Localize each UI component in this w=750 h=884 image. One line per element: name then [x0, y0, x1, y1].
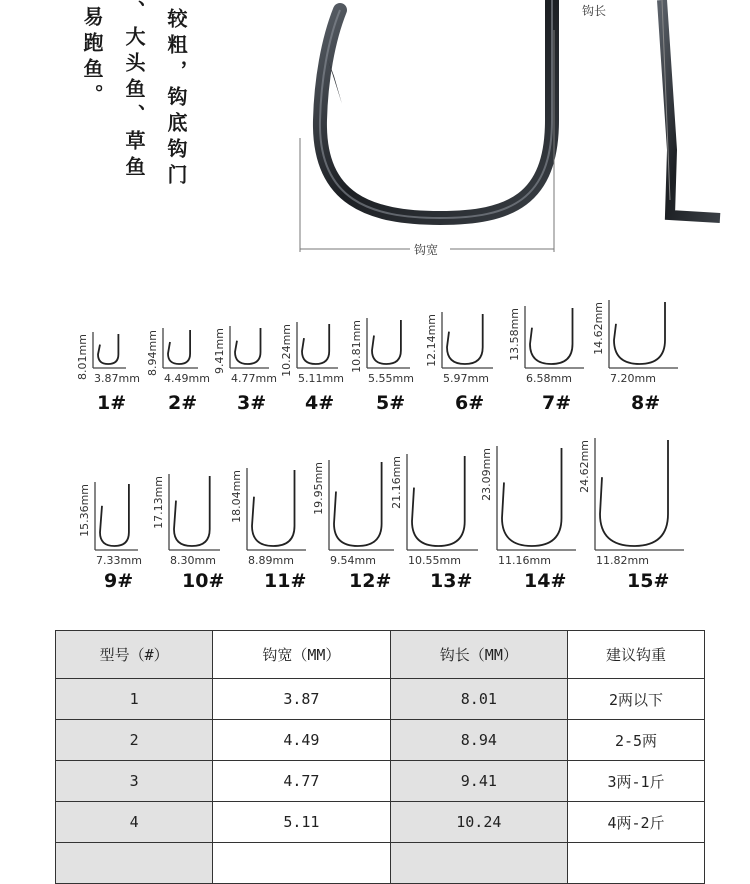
hook-drawing [94, 482, 142, 554]
hook-drawing [524, 306, 588, 372]
hook-length-label: 18.04mm [230, 470, 243, 523]
hook-width-label: 10.55mm [408, 554, 461, 567]
hook-length-label: 8.01mm [76, 334, 89, 380]
hook-outline [174, 476, 210, 546]
hook-length-label: 9.41mm [213, 328, 226, 374]
hook-drawing [406, 454, 482, 554]
hook-width-label: 7.33mm [96, 554, 142, 567]
intro-text-col-2: 、大头鱼、草鱼 [122, 0, 146, 182]
hook-length-label: 17.13mm [152, 476, 165, 529]
table-cell: 2两以下 [568, 679, 705, 720]
hook-outline [372, 320, 401, 364]
hook-length-label: 24.62mm [578, 440, 591, 493]
hook-length-label: 14.62mm [592, 302, 605, 355]
table-row [56, 679, 705, 720]
hook-outline [235, 328, 261, 364]
hook-outline [98, 334, 118, 364]
hook-drawing [496, 446, 580, 554]
hook-size-number: 2# [168, 392, 198, 414]
intro-text-col-1: 易跑鱼。 [80, 6, 104, 110]
table-header-cell: 钩长（MM） [390, 631, 567, 679]
hook-size-number: 6# [455, 392, 485, 414]
table-header-cell: 型号（#） [56, 631, 213, 679]
hook-outline [334, 462, 382, 546]
table-cell: 4.77 [213, 761, 390, 802]
table-cell: 9.41 [390, 761, 567, 802]
hook-width-label: 11.82mm [596, 554, 649, 567]
hook-size-number: 1# [97, 392, 127, 414]
hook-width-label: 4.77mm [231, 372, 277, 385]
hook-size-number: 12# [349, 570, 392, 592]
hook-size-number: 3# [237, 392, 267, 414]
hook-outline [302, 324, 329, 364]
table-cell: 5.11 [213, 802, 390, 843]
hook-length-label: 21.16mm [390, 456, 403, 509]
hook-drawing [296, 322, 342, 372]
hero-length-label: 钩长 [582, 4, 607, 18]
hook-width-label: 6.58mm [526, 372, 572, 385]
hook-drawing [92, 332, 130, 372]
hook-outline [447, 314, 483, 364]
table-row [56, 843, 705, 884]
hook-size-number: 14# [524, 570, 567, 592]
hook-length-label: 15.36mm [78, 484, 91, 537]
table-cell: 8.01 [390, 679, 567, 720]
hook-size-number: 11# [264, 570, 307, 592]
table-cell: 8.94 [390, 720, 567, 761]
intro-text-col-3: 较粗，钩底钩门 [164, 8, 188, 190]
table-cell [568, 843, 705, 884]
hook-width-label: 5.97mm [443, 372, 489, 385]
hook-width-label: 5.11mm [298, 372, 344, 385]
table-row [56, 761, 705, 802]
hook-length-label: 13.58mm [508, 308, 521, 361]
hero-hook-image [290, 0, 750, 270]
hook-size-number: 10# [182, 570, 225, 592]
hook-width-label: 8.89mm [248, 554, 294, 567]
hook-size-number: 7# [542, 392, 572, 414]
hook-length-label: 8.94mm [146, 330, 159, 376]
table-cell: 3两-1斤 [568, 761, 705, 802]
spec-table [55, 630, 705, 884]
hook-drawing [246, 468, 310, 554]
hook-outline [614, 302, 665, 364]
table-cell: 2-5两 [568, 720, 705, 761]
table-cell: 10.24 [390, 802, 567, 843]
table-header-cell: 建议钩重 [568, 631, 705, 679]
hook-width-label: 8.30mm [170, 554, 216, 567]
hook-length-label: 23.09mm [480, 448, 493, 501]
table-cell: 1 [56, 679, 213, 720]
hook-drawing [441, 312, 497, 372]
hero-width-label: 钩宽 [414, 243, 439, 257]
table-cell: 3.87 [213, 679, 390, 720]
hook-drawing [229, 326, 273, 372]
table-cell [390, 843, 567, 884]
hook-outline [252, 470, 295, 546]
hook-length-label: 19.95mm [312, 462, 325, 515]
hook-drawing [168, 474, 224, 554]
table-row [56, 802, 705, 843]
hook-width-label: 3.87mm [94, 372, 140, 385]
hook-size-number: 9# [104, 570, 134, 592]
table-cell: 2 [56, 720, 213, 761]
hook-width-label: 7.20mm [610, 372, 656, 385]
table-header-cell: 钩宽（MM） [213, 631, 390, 679]
hook-width-label: 9.54mm [330, 554, 376, 567]
hook-drawing [162, 328, 202, 372]
hook-size-number: 4# [305, 392, 335, 414]
table-cell: 4 [56, 802, 213, 843]
hook-size-number: 5# [376, 392, 406, 414]
hook-length-label: 10.24mm [280, 324, 293, 377]
hook-drawing [608, 300, 682, 372]
hook-size-number: 8# [631, 392, 661, 414]
table-cell [56, 843, 213, 884]
table-cell [213, 843, 390, 884]
table-header-row [56, 631, 705, 679]
hook-drawing [328, 460, 398, 554]
hook-outline [600, 440, 668, 546]
table-cell: 4两-2斤 [568, 802, 705, 843]
hook-outline [100, 484, 129, 546]
table-cell: 3 [56, 761, 213, 802]
hook-drawing [594, 438, 688, 554]
hook-size-number: 13# [430, 570, 473, 592]
hook-size-number: 15# [627, 570, 670, 592]
hook-width-label: 5.55mm [368, 372, 414, 385]
hook-length-label: 10.81mm [350, 320, 363, 373]
hook-drawing [366, 318, 414, 372]
hook-outline [502, 448, 562, 546]
table-row [56, 720, 705, 761]
hook-outline [412, 456, 465, 546]
hook-width-label: 4.49mm [164, 372, 210, 385]
hook-outline [168, 330, 190, 364]
table-cell: 4.49 [213, 720, 390, 761]
hook-width-label: 11.16mm [498, 554, 551, 567]
hook-outline [530, 308, 573, 364]
hook-length-label: 12.14mm [425, 314, 438, 367]
